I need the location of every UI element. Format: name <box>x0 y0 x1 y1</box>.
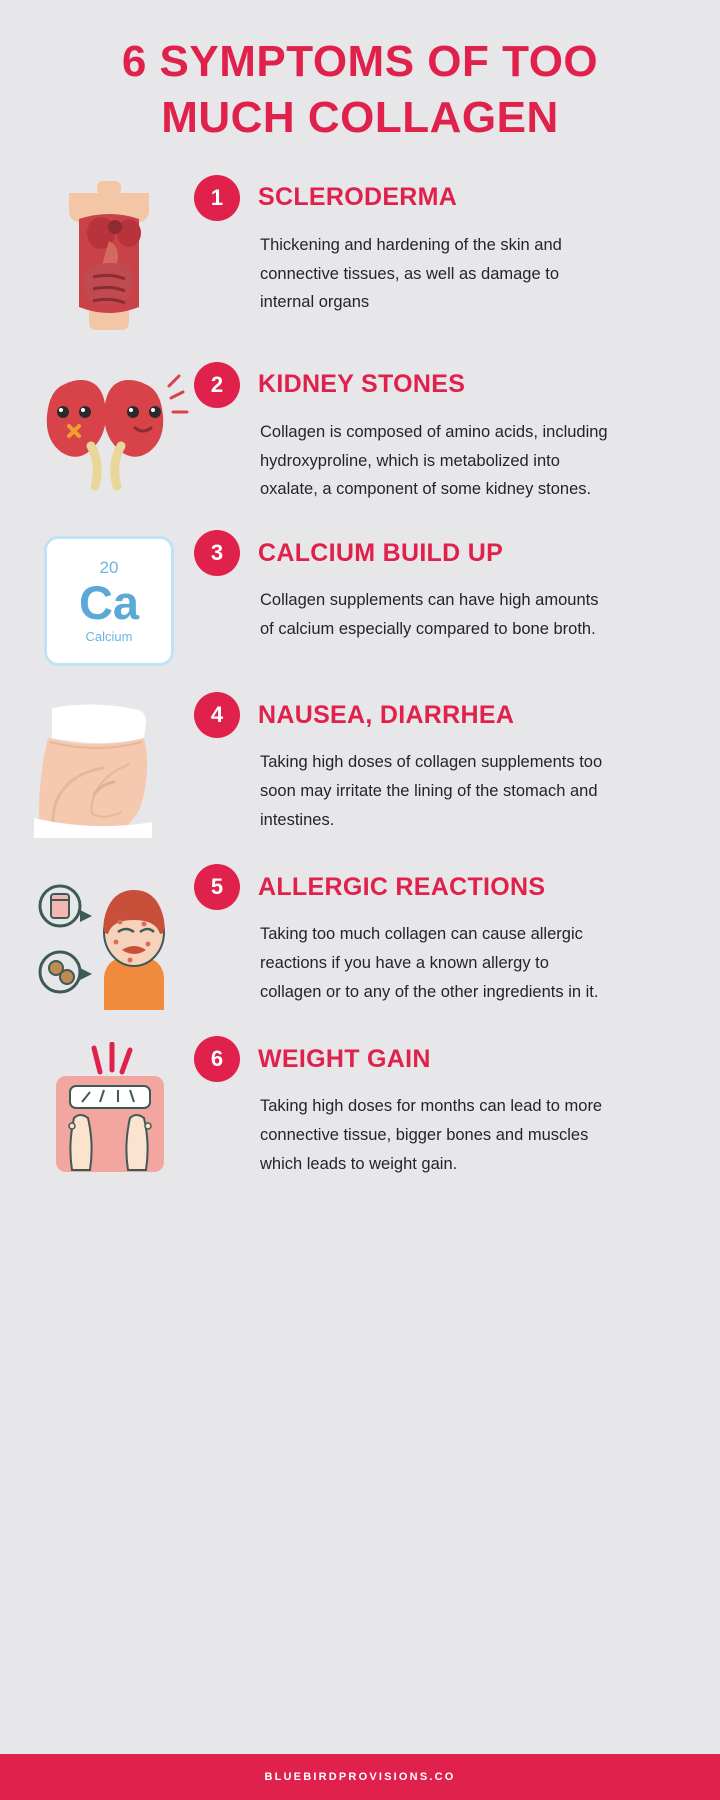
human-torso-organs-icon <box>39 181 179 336</box>
item-title: ALLERGIC REACTIONS <box>258 872 546 901</box>
item-title: NAUSEA, DIARRHEA <box>258 700 515 729</box>
item-description: Collagen supplements can have high amounts of calcium especially compared to bone broth. <box>260 591 599 639</box>
kidneys-icon <box>29 368 189 498</box>
text-cell <box>194 175 696 318</box>
item-header <box>194 175 688 221</box>
title-block <box>0 0 720 157</box>
item-number-badge: 5 <box>194 864 240 910</box>
list-item <box>24 362 696 505</box>
element-symbol: Ca <box>78 575 140 629</box>
page-title: 6 SYMPTOMS OF TOO MUCH COLLAGEN <box>121 37 599 143</box>
item-number-badge: 3 <box>194 530 240 576</box>
item-description: Taking high doses of collagen supplements too soon may irritate the lining of the stomach and intestines. <box>260 753 603 829</box>
text-cell <box>194 530 696 644</box>
text-cell <box>194 1036 696 1179</box>
stomach-ache-person-icon <box>34 698 184 838</box>
item-title: KIDNEY STONES <box>258 369 466 398</box>
weight-scale-feet-icon <box>34 1042 184 1182</box>
icon-cell <box>24 175 194 336</box>
item-title: SCLERODERMA <box>258 182 458 211</box>
icon-cell <box>24 864 194 1010</box>
footer-brand: BLUEBIRDPROVISIONS.CO <box>264 1771 456 1783</box>
text-cell <box>194 692 696 835</box>
item-title: WEIGHT GAIN <box>258 1044 431 1073</box>
list-item <box>24 692 696 838</box>
footer-bar <box>0 1754 720 1800</box>
calcium-element-tile-icon <box>44 536 174 666</box>
list-item <box>24 1036 696 1182</box>
item-number-badge: 2 <box>194 362 240 408</box>
item-description: Taking too much collagen can cause allergic reactions if you have a known allergy to collagen or to any of the other ingredients in it. <box>260 925 599 1001</box>
element-name: Calcium <box>85 628 133 644</box>
item-title: CALCIUM BUILD UP <box>258 538 504 567</box>
element-atomic-number: 20 <box>99 557 119 577</box>
text-cell <box>194 864 696 1007</box>
item-header <box>194 1036 688 1082</box>
icon-cell <box>24 1036 194 1182</box>
item-description: Collagen is composed of amino acids, including hydroxyproline, which is metabolized into oxalate, a component of some kidney stones. <box>260 422 608 499</box>
item-header <box>194 530 688 576</box>
item-header <box>194 864 688 910</box>
text-cell <box>194 362 696 505</box>
item-number-badge: 6 <box>194 1036 240 1082</box>
list-item <box>24 175 696 336</box>
item-header <box>194 362 688 408</box>
item-description: Thickening and hardening of the skin and connective tissues, as well as damage to internal organs <box>260 235 562 312</box>
allergic-reaction-face-icon <box>34 870 184 1010</box>
item-header <box>194 692 688 738</box>
list-item <box>24 864 696 1010</box>
item-description: Taking high doses for months can lead to more connective tissue, bigger bones and muscles which leads to weight gain. <box>260 1097 603 1173</box>
item-number-badge: 1 <box>194 175 240 221</box>
symptom-list <box>0 157 720 1754</box>
icon-cell <box>24 530 194 666</box>
item-number-badge: 4 <box>194 692 240 738</box>
list-item <box>24 530 696 666</box>
icon-cell <box>24 692 194 838</box>
icon-cell <box>24 362 194 498</box>
